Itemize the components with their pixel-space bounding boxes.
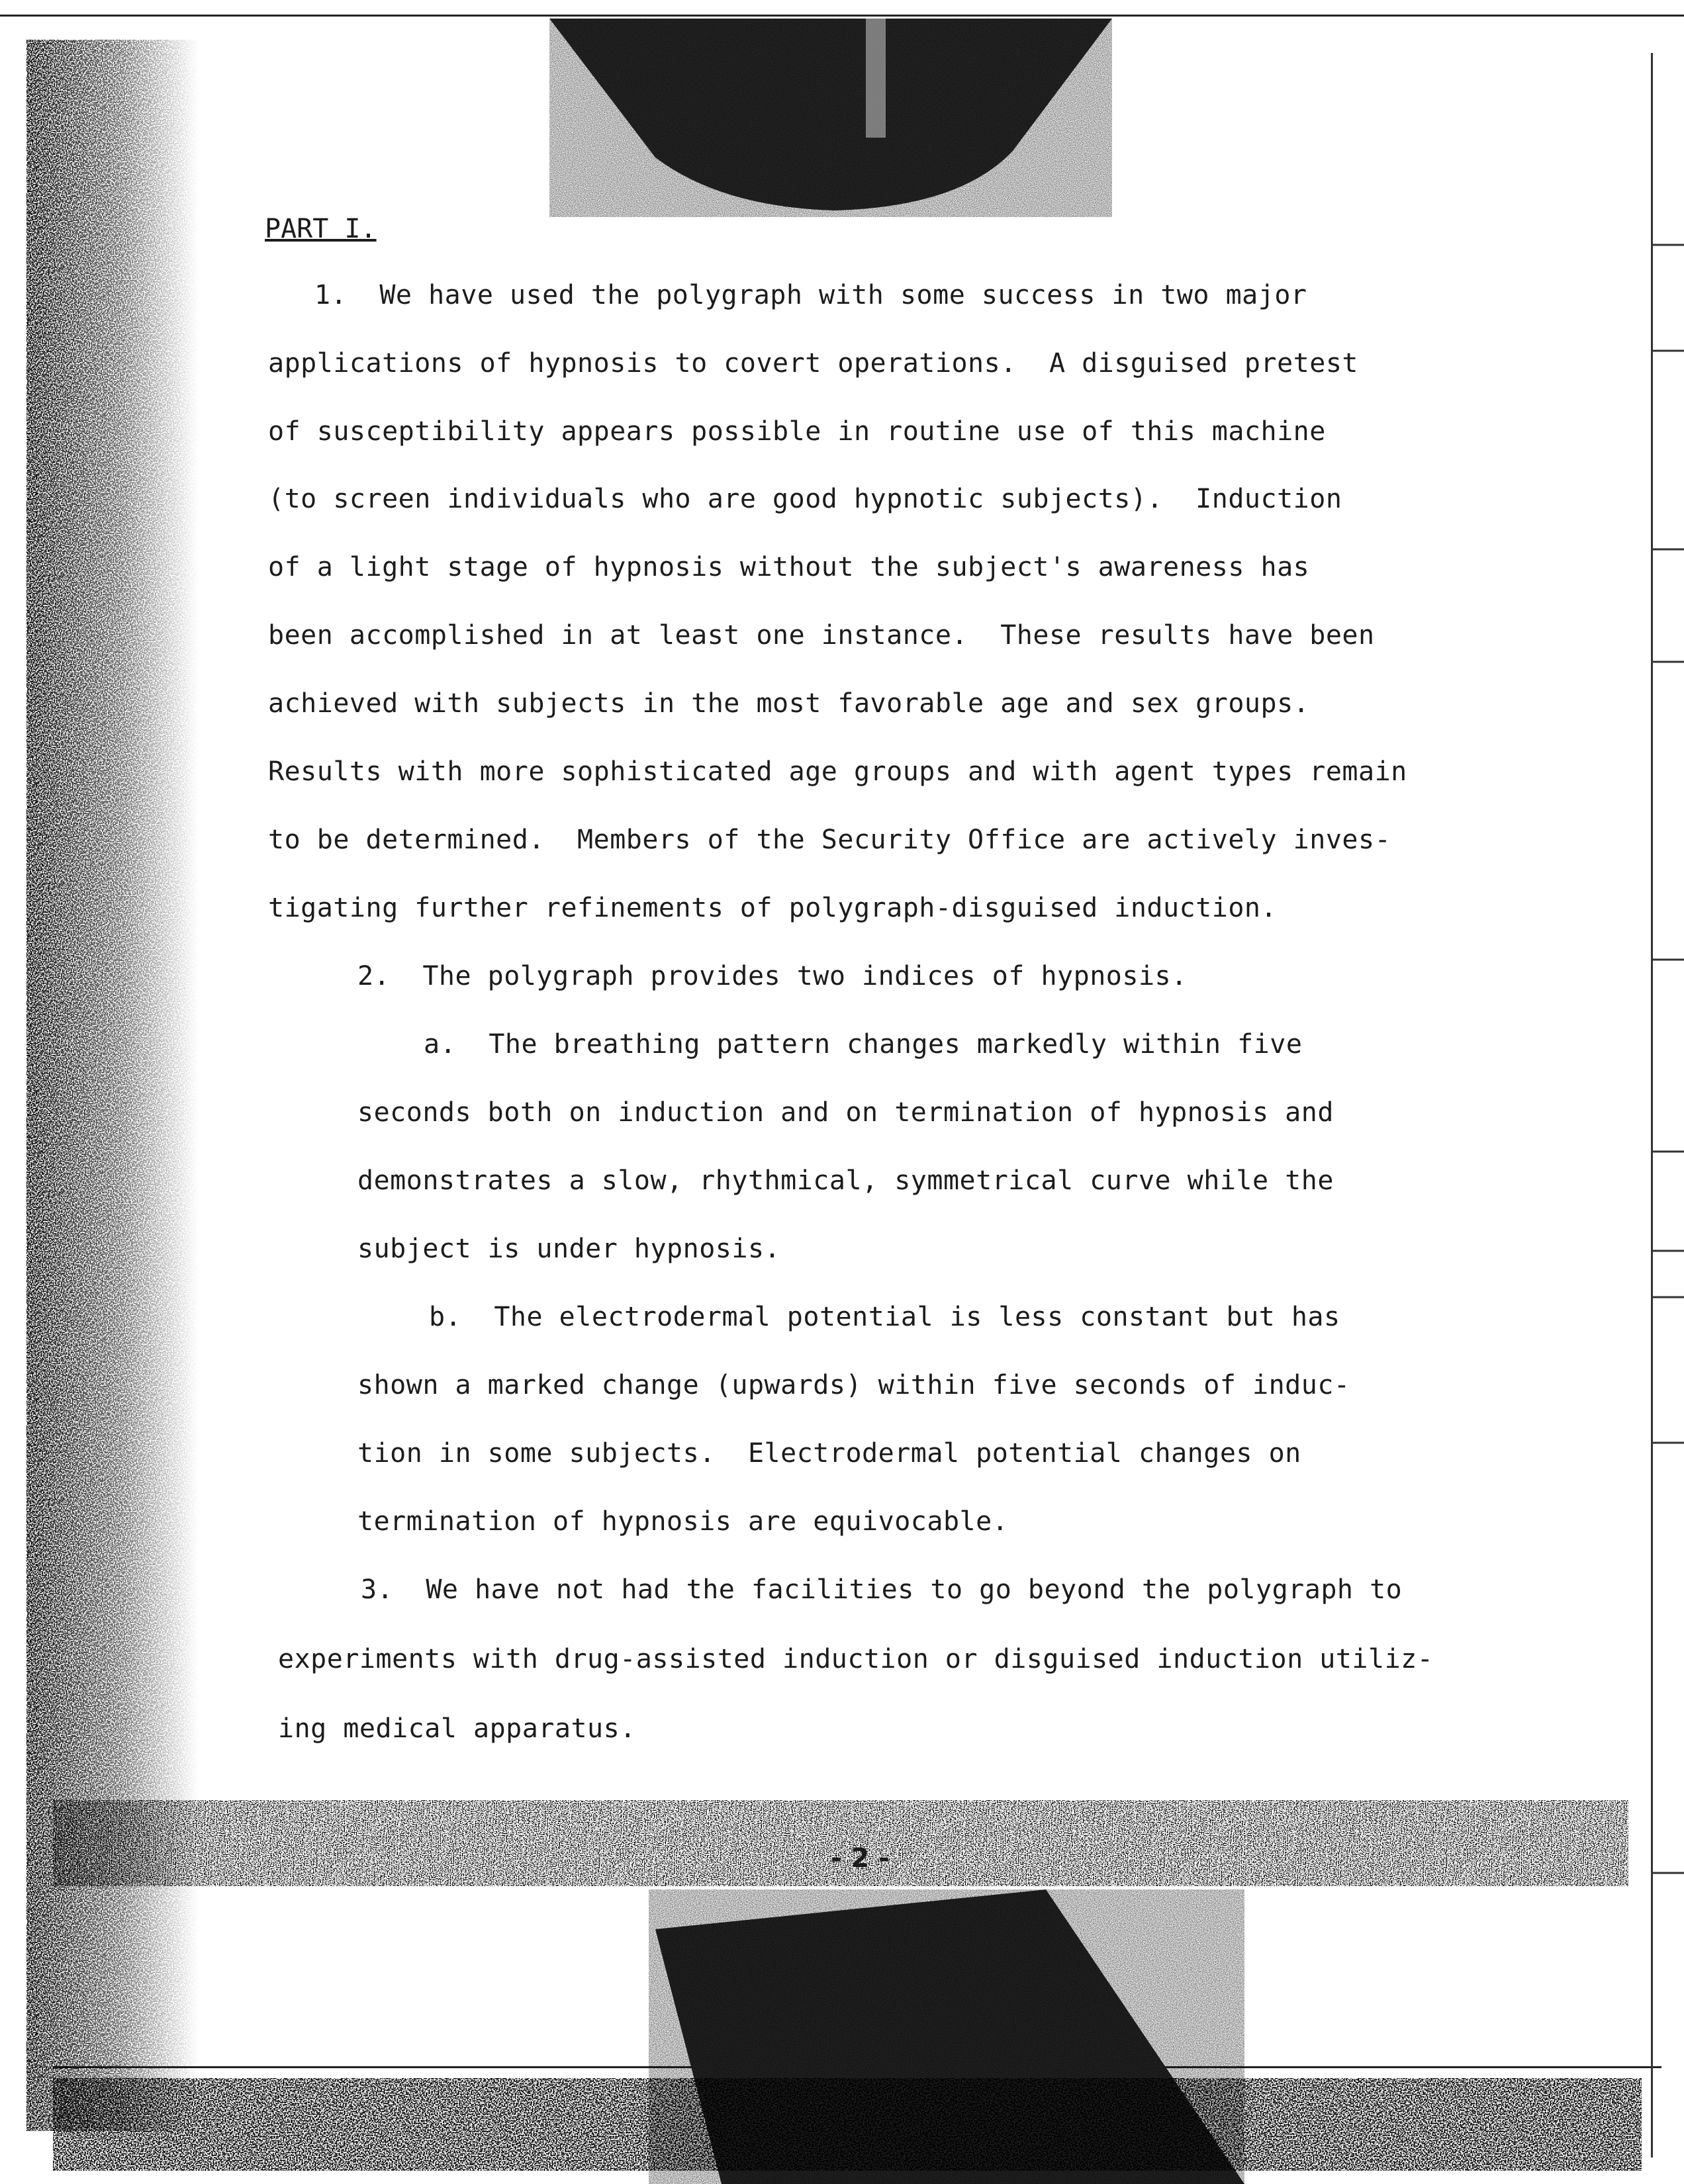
item-b-line-2: shown a marked change (upwards) within five seconds of induc-: [357, 1370, 1350, 1400]
item-a-line-2: seconds both on induction and on termination of hypnosis and: [357, 1097, 1334, 1128]
paragraph-1-line-10: tigating further refinements of polygraph-disguised induction.: [268, 893, 1278, 923]
item-b-line-3: tion in some subjects. Electrodermal potential changes on: [357, 1438, 1301, 1469]
paragraph-1-line-7: achieved with subjects in the most favorable age and sex groups.: [268, 688, 1310, 719]
paragraph-1-line-8: Results with more sophisticated age groups and with agent types remain: [268, 756, 1407, 787]
top-rule: [0, 15, 1684, 17]
item-b-line-1: b. The electrodermal potential is less constant but has: [429, 1302, 1340, 1332]
paragraph-1-line-9: to be determined. Members of the Security Office are actively inves-: [268, 825, 1391, 855]
paragraph-3-line-3: ing medical apparatus.: [278, 1713, 636, 1744]
item-b-line-4: termination of hypnosis are equivocable.: [357, 1506, 1009, 1537]
top-scan-blot: [549, 19, 1112, 217]
paragraph-1-line-6: been accomplished in at least one instance. These results have been: [268, 620, 1375, 651]
paragraph-1-line-4: (to screen individuals who are good hypnotic subjects). Induction: [268, 484, 1342, 514]
paragraph-1-line-1: 1. We have used the polygraph with some success in two major: [314, 280, 1307, 310]
paragraph-2-line-1: 2. The polygraph provides two indices of hypnosis.: [357, 961, 1188, 991]
item-a-line-1: a. The breathing pattern changes markedly within five: [424, 1029, 1303, 1060]
right-edge-markings: [1638, 0, 1684, 2184]
paragraph-1-line-3: of susceptibility appears possible in routine use of this machine: [268, 416, 1326, 447]
paragraph-3-line-2: experiments with drug-assisted induction or disguised induction utiliz-: [278, 1644, 1434, 1674]
paragraph-3-line-1: 3. We have not had the facilities to go beyond the polygraph to: [361, 1574, 1403, 1605]
part-heading: PART I.: [265, 214, 377, 244]
item-a-line-4: subject is under hypnosis.: [357, 1234, 781, 1264]
paragraph-1-line-5: of a light stage of hypnosis without the subject's awareness has: [268, 552, 1310, 582]
paragraph-1-line-2: applications of hypnosis to covert operations. A disguised pretest: [268, 348, 1358, 379]
page-number: - 2 -: [831, 1843, 890, 1874]
bottom-band-speckle: [53, 2078, 1642, 2171]
item-a-line-3: demonstrates a slow, rhythmical, symmetrical curve while the: [357, 1165, 1334, 1196]
